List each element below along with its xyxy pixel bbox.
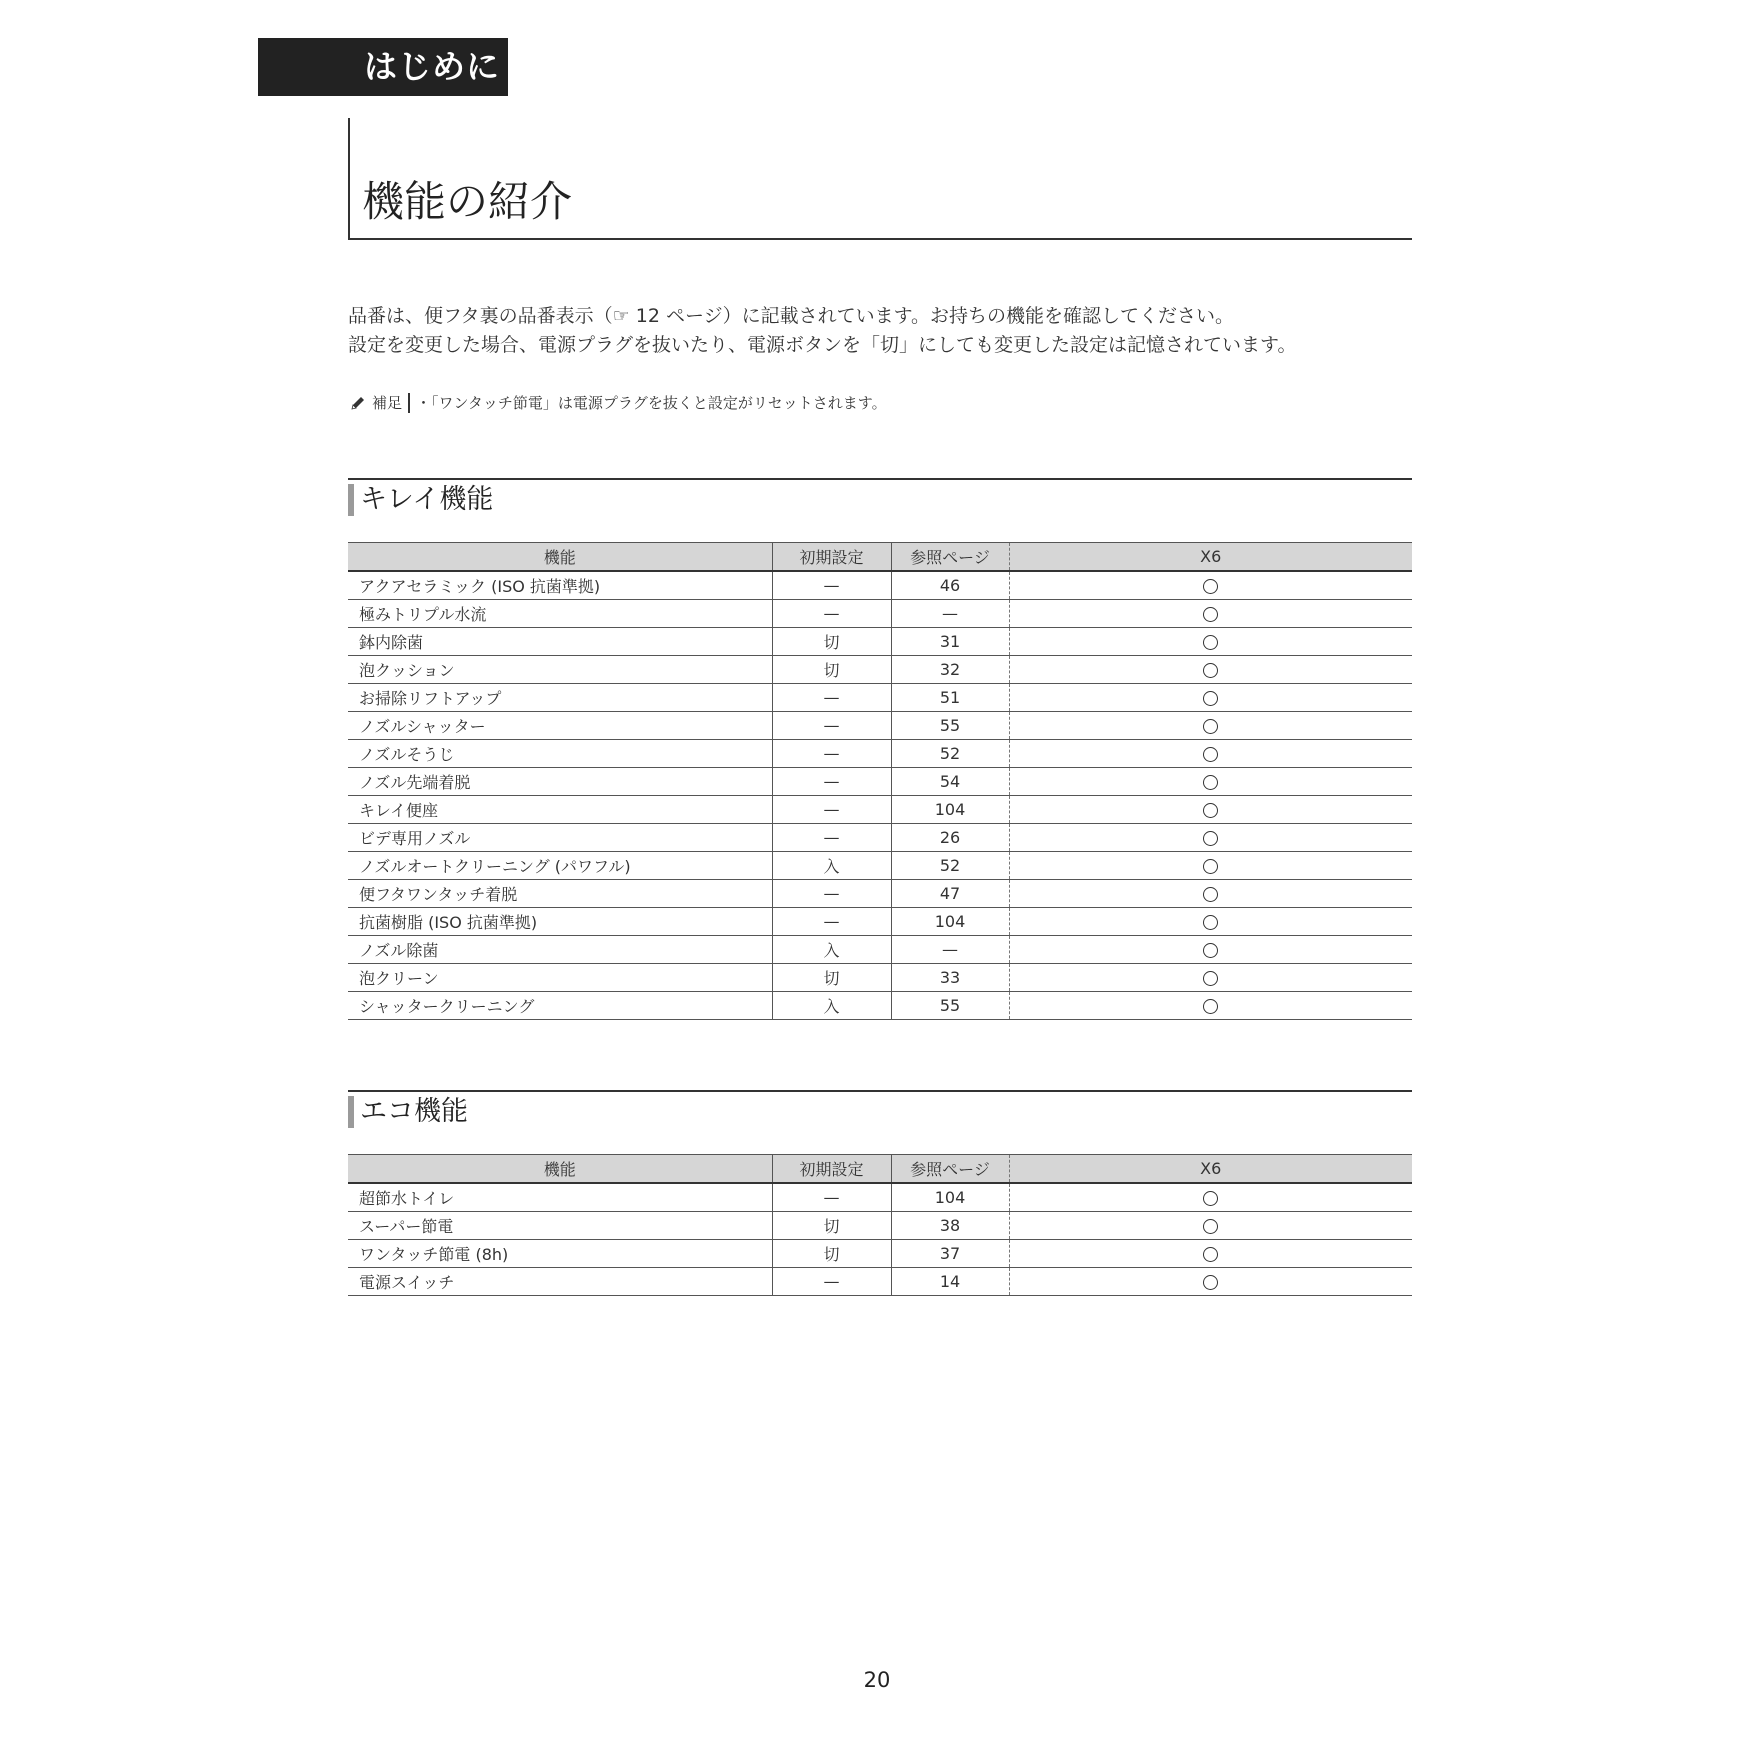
- section-title-eco: エコ機能: [360, 1096, 468, 1127]
- default-setting: 入: [772, 992, 891, 1020]
- feature-name: アクアセラミック (ISO 抗菌準拠): [348, 571, 772, 600]
- header-default: 初期設定: [772, 1155, 891, 1184]
- circle-icon: [1203, 1219, 1218, 1234]
- reference-page: 33: [891, 964, 1009, 992]
- reference-page: 32: [891, 656, 1009, 684]
- default-setting: 切: [772, 1240, 891, 1268]
- model-x6-availability: [1009, 964, 1412, 992]
- note-text: ・「ワンタッチ節電」は電源プラグを抜くと設定がリセットされます。: [416, 394, 887, 412]
- feature-name: ノズルそうじ: [348, 740, 772, 768]
- reference-page: 51: [891, 684, 1009, 712]
- table-row: [348, 852, 1412, 880]
- model-x6-availability: [1009, 1268, 1412, 1296]
- reference-page: 46: [891, 571, 1009, 600]
- section-marker-eco: [348, 1096, 354, 1128]
- model-x6-availability: [1009, 740, 1412, 768]
- table-row: [348, 936, 1412, 964]
- model-x6-availability: [1009, 768, 1412, 796]
- circle-icon: [1203, 831, 1218, 846]
- circle-icon: [1203, 663, 1218, 678]
- circle-icon: [1203, 803, 1218, 818]
- table-row: [348, 768, 1412, 796]
- reference-page: 55: [891, 712, 1009, 740]
- feature-name: 電源スイッチ: [348, 1268, 772, 1296]
- header-ref-page: 参照ページ: [891, 1155, 1009, 1184]
- pencil-icon: [350, 395, 366, 411]
- default-setting: —: [772, 1268, 891, 1296]
- circle-icon: [1203, 691, 1218, 706]
- table-row: [348, 571, 1412, 600]
- table-row: [348, 824, 1412, 852]
- circle-icon: [1203, 915, 1218, 930]
- reference-page: 14: [891, 1268, 1009, 1296]
- model-x6-availability: [1009, 992, 1412, 1020]
- circle-icon: [1203, 887, 1218, 902]
- circle-icon: [1203, 859, 1218, 874]
- model-x6-availability: [1009, 936, 1412, 964]
- page-number: 20: [863, 1668, 891, 1692]
- default-setting: —: [772, 796, 891, 824]
- default-setting: —: [772, 824, 891, 852]
- header-feature: 機能: [348, 1155, 772, 1184]
- model-x6-availability: [1009, 824, 1412, 852]
- model-x6-availability: [1009, 684, 1412, 712]
- default-setting: 切: [772, 1212, 891, 1240]
- table-row: [348, 1240, 1412, 1268]
- feature-name: シャッタークリーニング: [348, 992, 772, 1020]
- reference-page: 104: [891, 1183, 1009, 1212]
- reference-page: 31: [891, 628, 1009, 656]
- circle-icon: [1203, 999, 1218, 1014]
- table-row: [348, 1183, 1412, 1212]
- circle-icon: [1203, 971, 1218, 986]
- model-x6-availability: [1009, 880, 1412, 908]
- table-row: [348, 992, 1412, 1020]
- table-row: [348, 712, 1412, 740]
- model-x6-availability: [1009, 908, 1412, 936]
- feature-name: ノズルオートクリーニング (パワフル): [348, 852, 772, 880]
- header-model-x6: X6: [1009, 543, 1412, 572]
- feature-name: 便フタワンタッチ着脱: [348, 880, 772, 908]
- title-rule-horizontal: [348, 238, 1412, 240]
- default-setting: —: [772, 571, 891, 600]
- circle-icon: [1203, 1275, 1218, 1290]
- model-x6-availability: [1009, 600, 1412, 628]
- note: [350, 392, 887, 413]
- model-x6-availability: [1009, 852, 1412, 880]
- default-setting: 切: [772, 628, 891, 656]
- default-setting: —: [772, 600, 891, 628]
- default-setting: —: [772, 684, 891, 712]
- model-x6-availability: [1009, 628, 1412, 656]
- model-x6-availability: [1009, 1240, 1412, 1268]
- feature-name: ワンタッチ節電 (8h): [348, 1240, 772, 1268]
- intro-text: [348, 302, 1296, 360]
- intro-line-1: 品番は、便フタ裏の品番表示（☞ 12 ページ）に記載されています。お持ちの機能を確認してください。: [348, 305, 1235, 327]
- circle-icon: [1203, 607, 1218, 622]
- feature-name: 極みトリプル水流: [348, 600, 772, 628]
- feature-name: ノズル先端着脱: [348, 768, 772, 796]
- page-title: 機能の紹介: [362, 177, 573, 226]
- model-x6-availability: [1009, 656, 1412, 684]
- table-row: [348, 964, 1412, 992]
- default-setting: 入: [772, 852, 891, 880]
- header-ref-page: 参照ページ: [891, 543, 1009, 572]
- reference-page: 104: [891, 908, 1009, 936]
- feature-name: スーパー節電: [348, 1212, 772, 1240]
- default-setting: —: [772, 908, 891, 936]
- reference-page: 55: [891, 992, 1009, 1020]
- table-row: [348, 880, 1412, 908]
- section-marker-kirei: [348, 484, 354, 516]
- feature-name: 超節水トイレ: [348, 1183, 772, 1212]
- circle-icon: [1203, 943, 1218, 958]
- feature-name: ノズルシャッター: [348, 712, 772, 740]
- header-model-x6: X6: [1009, 1155, 1412, 1184]
- table-row: [348, 908, 1412, 936]
- table-row: [348, 656, 1412, 684]
- note-divider: [408, 393, 410, 413]
- feature-name: 泡クッション: [348, 656, 772, 684]
- table-row: [348, 628, 1412, 656]
- section-title-kirei: キレイ機能: [360, 484, 494, 515]
- reference-page: 26: [891, 824, 1009, 852]
- eco-function-table: [348, 1154, 1412, 1296]
- model-x6-availability: [1009, 1183, 1412, 1212]
- feature-name: 泡クリーン: [348, 964, 772, 992]
- header-feature: 機能: [348, 543, 772, 572]
- title-rule-vertical: [348, 118, 350, 240]
- intro-line-2: 設定を変更した場合、電源プラグを抜いたり、電源ボタンを「切」にしても変更した設定は記憶されています。: [348, 334, 1297, 356]
- section-rule-kirei: [348, 478, 1412, 480]
- default-setting: —: [772, 768, 891, 796]
- reference-page: 52: [891, 740, 1009, 768]
- table-row: [348, 600, 1412, 628]
- circle-icon: [1203, 747, 1218, 762]
- feature-name: ビデ専用ノズル: [348, 824, 772, 852]
- model-x6-availability: [1009, 1212, 1412, 1240]
- note-label: 補足: [372, 394, 403, 412]
- model-x6-availability: [1009, 571, 1412, 600]
- kirei-function-table: [348, 542, 1412, 1020]
- table-row: [348, 740, 1412, 768]
- reference-page: —: [891, 936, 1009, 964]
- circle-icon: [1203, 1191, 1218, 1206]
- table-row: [348, 1268, 1412, 1296]
- model-x6-availability: [1009, 712, 1412, 740]
- default-setting: 切: [772, 656, 891, 684]
- section-rule-eco: [348, 1090, 1412, 1092]
- chapter-tab: はじめに: [258, 38, 508, 96]
- circle-icon: [1203, 579, 1218, 594]
- header-default: 初期設定: [772, 543, 891, 572]
- default-setting: 切: [772, 964, 891, 992]
- feature-name: 抗菌樹脂 (ISO 抗菌準拠): [348, 908, 772, 936]
- default-setting: —: [772, 880, 891, 908]
- feature-name: お掃除リフトアップ: [348, 684, 772, 712]
- reference-page: 54: [891, 768, 1009, 796]
- circle-icon: [1203, 775, 1218, 790]
- default-setting: 入: [772, 936, 891, 964]
- table-row: [348, 684, 1412, 712]
- table-row: [348, 1212, 1412, 1240]
- circle-icon: [1203, 719, 1218, 734]
- table-row: [348, 796, 1412, 824]
- feature-name: ノズル除菌: [348, 936, 772, 964]
- reference-page: 47: [891, 880, 1009, 908]
- feature-name: 鉢内除菌: [348, 628, 772, 656]
- table-header-row: [348, 1155, 1412, 1184]
- reference-page: 38: [891, 1212, 1009, 1240]
- model-x6-availability: [1009, 796, 1412, 824]
- feature-name: キレイ便座: [348, 796, 772, 824]
- circle-icon: [1203, 635, 1218, 650]
- table-header-row: [348, 543, 1412, 572]
- reference-page: 52: [891, 852, 1009, 880]
- reference-page: —: [891, 600, 1009, 628]
- reference-page: 104: [891, 796, 1009, 824]
- default-setting: —: [772, 1183, 891, 1212]
- reference-page: 37: [891, 1240, 1009, 1268]
- circle-icon: [1203, 1247, 1218, 1262]
- default-setting: —: [772, 712, 891, 740]
- default-setting: —: [772, 740, 891, 768]
